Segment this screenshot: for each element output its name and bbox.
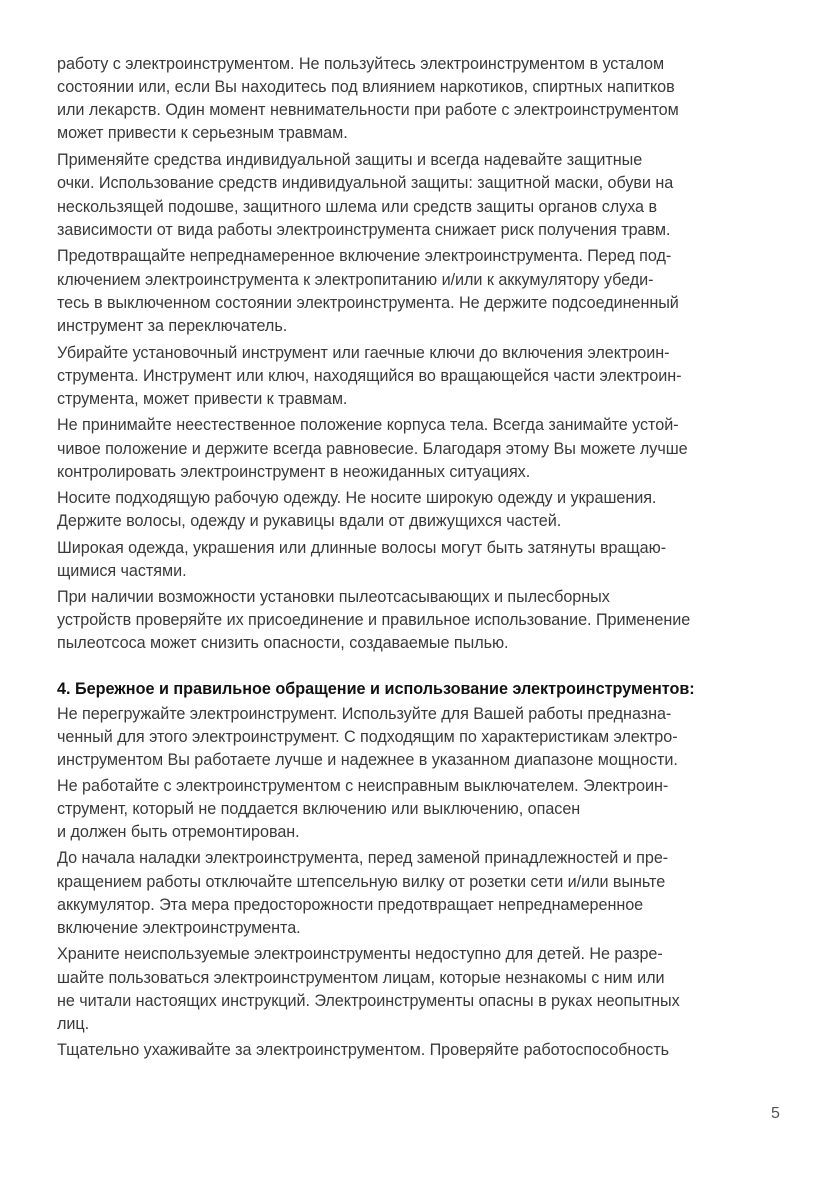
- text-line: ченный для этого электроинструмент. С подходящим по характеристикам электро-: [57, 728, 678, 746]
- text-line: включение электроинструмента.: [57, 919, 301, 937]
- text-line: Не перегружайте электроинструмент. Используйте для Вашей работы предназна-: [57, 705, 672, 723]
- text-line: тесь в выключенном состоянии электроинструмента. Не держите подсоединенный: [57, 294, 679, 312]
- text-line: инструмент за переключатель.: [57, 317, 288, 335]
- text-line: Не работайте с электроинструментом с неисправным выключателем. Электроин-: [57, 777, 669, 795]
- text-line: работу с электроинструментом. Не пользуйтесь электроинструментом в усталом: [57, 55, 665, 73]
- text-line: нескользящей подошве, защитного шлема или средств защиты органов слуха в: [57, 198, 658, 216]
- text-line: кращением работы отключайте штепсельную вилку от розетки сети и/или выньте: [57, 873, 666, 891]
- text-line: Держите волосы, одежду и рукавицы вдали от движущихся частей.: [57, 512, 562, 530]
- text-line: Убирайте установочный инструмент или гаечные ключи до включения электроин-: [57, 344, 670, 362]
- text-line: или лекарств. Один момент невнимательности при работе с электроинструментом: [57, 101, 679, 119]
- text-line: щимися частями.: [57, 562, 187, 580]
- text-line: Носите подходящую рабочую одежду. Не носите широкую одежду и украшения.: [57, 489, 657, 507]
- text-line: не читали настоящих инструкций. Электроинструменты опасны в руках неопытных: [57, 992, 680, 1010]
- text-line: лиц.: [57, 1015, 90, 1033]
- text-line: Тщательно ухаживайте за электроинструментом. Проверяйте работоспособность: [57, 1041, 670, 1059]
- page-number: 5: [771, 1105, 780, 1122]
- text-line: устройств проверяйте их присоединение и правильное использование. Применение: [57, 611, 691, 629]
- text-line: Широкая одежда, украшения или длинные волосы могут быть затянуты вращаю-: [57, 539, 667, 557]
- text-line: Храните неиспользуемые электроинструменты недоступно для детей. Не разре-: [57, 945, 663, 963]
- text-line: контролировать электроинструмент в неожиданных ситуациях.: [57, 463, 531, 481]
- section-heading: 4. Бережное и правильное обращение и использование электроинструментов:: [57, 680, 695, 698]
- text-line: очки. Использование средств индивидуальной защиты: защитной маски, обуви на: [57, 174, 674, 192]
- text-line: инструментом Вы работаете лучше и надежнее в указанном диапазоне мощности.: [57, 751, 678, 769]
- text-line: Применяйте средства индивидуальной защиты и всегда надевайте защитные: [57, 151, 643, 169]
- text-line: состоянии или, если Вы находитесь под влиянием наркотиков, спиртных напитков: [57, 78, 675, 96]
- text-line: и должен быть отремонтирован.: [57, 823, 300, 841]
- text-line: струмент, который не поддается включению или выключению, опасен: [57, 800, 581, 818]
- text-line: аккумулятор. Эта мера предосторожности предотвращает непреднамеренное: [57, 896, 644, 914]
- text-line: может привести к серьезным травмам.: [57, 124, 348, 142]
- text-line: Не принимайте неестественное положение корпуса тела. Всегда занимайте устой-: [57, 416, 679, 434]
- text-line: струмента. Инструмент или ключ, находящийся во вращающейся части электроин-: [57, 367, 682, 385]
- text-line: чивое положение и держите всегда равновесие. Благодаря этому Вы можете лучше: [57, 440, 688, 458]
- text-line: Предотвращайте непреднамеренное включение электроинструмента. Перед под-: [57, 247, 672, 265]
- text-line: зависимости от вида работы электроинструмента снижает риск получения травм.: [57, 221, 671, 239]
- text-line: струмента, может привести к травмам.: [57, 390, 348, 408]
- text-line: пылеотсоса может снизить опасности, создаваемые пылью.: [57, 634, 509, 652]
- text-line: До начала наладки электроинструмента, перед заменой принадлежностей и пре-: [57, 849, 669, 867]
- text-line: шайте пользоваться электроинструментом лицам, которые незнакомы с ним или: [57, 969, 665, 987]
- text-line: При наличии возможности установки пылеотсасывающих и пылесборных: [57, 588, 610, 606]
- text-line: ключением электроинструмента к электропитанию и/или к аккумулятору убеди-: [57, 271, 654, 289]
